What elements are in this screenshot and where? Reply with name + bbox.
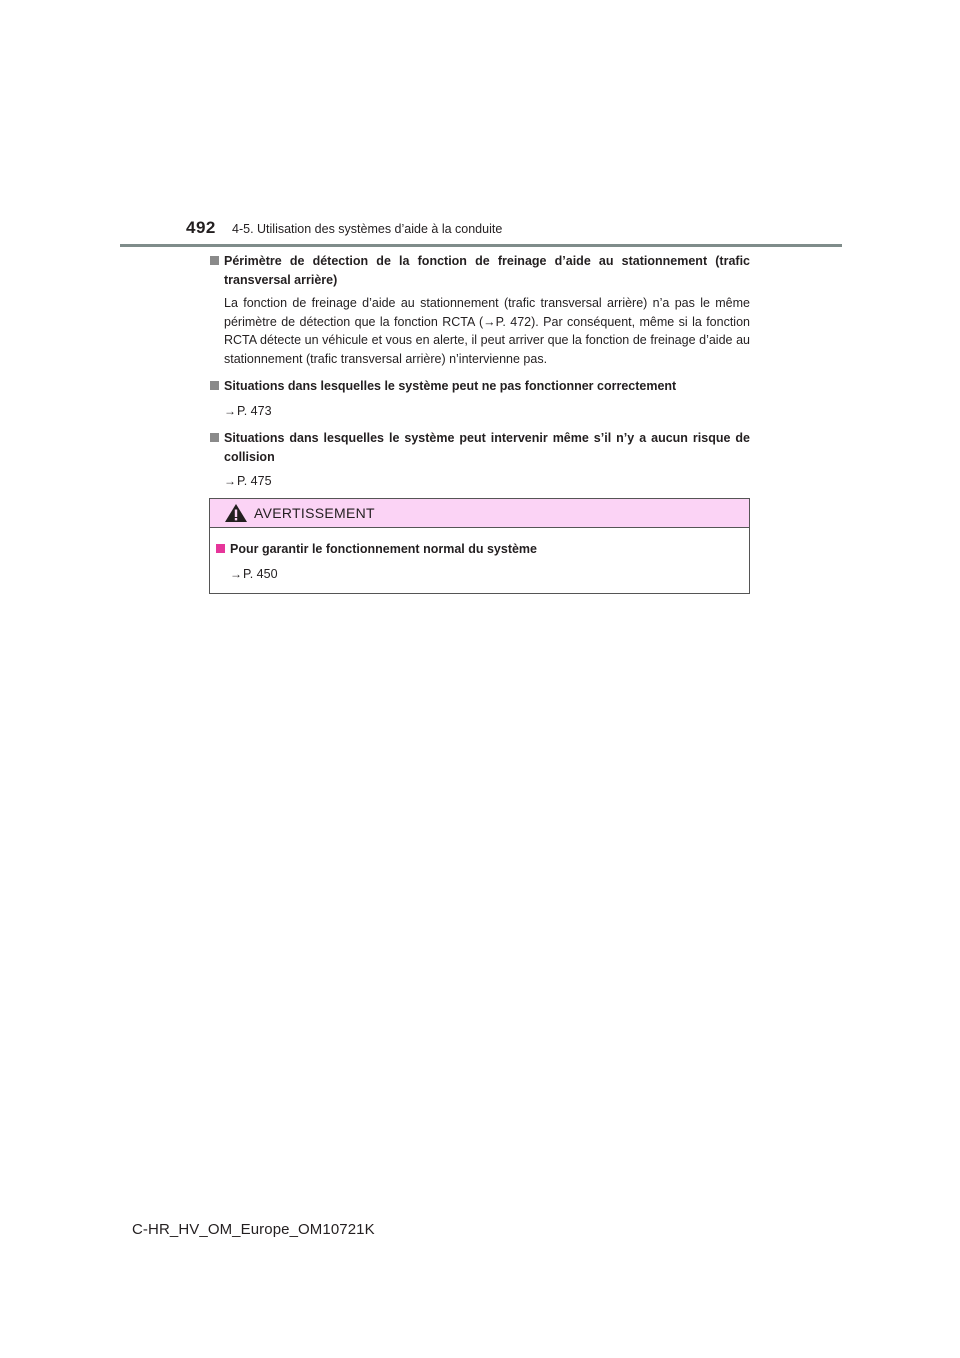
item-heading: Situations dans lesquelles le système peut ne pas fonctionner correctement bbox=[224, 379, 677, 393]
page-reference-link[interactable]: P. 475 bbox=[237, 474, 272, 488]
item-detection-range bbox=[210, 252, 750, 368]
page-reference-link[interactable]: P. 473 bbox=[237, 403, 272, 418]
section-title: 4-5. Utilisation des systèmes d’aide à la conduite bbox=[232, 222, 503, 236]
warning-box bbox=[209, 498, 750, 594]
page-number: 492 bbox=[186, 218, 216, 237]
page-reference bbox=[230, 565, 743, 584]
page-reference-link[interactable]: P. 450 bbox=[243, 566, 278, 581]
page-reference bbox=[224, 472, 750, 491]
warning-heading: Pour garantir le fonctionnement normal du système bbox=[230, 542, 538, 556]
document-code: C-HR_HV_OM_Europe_OM10721K bbox=[132, 1221, 375, 1238]
item-body: La fonction de freinage d’aide au stationnement (trafic transversal arrière) n’a pas le même périmètre de détection que la fonction RCTA (→P. 472). Par conséquent, même si la fonction RCTA détecte un véhicule et vous en alerte, il peut arriver que la fonction de freinage d’aide au stationnement (trafic transversal arrière) n’intervienne pas. bbox=[224, 296, 750, 366]
item-malfunction-situations bbox=[210, 377, 750, 420]
square-bullet-icon bbox=[210, 381, 224, 390]
item-unwanted-activation bbox=[210, 429, 750, 491]
square-bullet-icon bbox=[210, 256, 224, 265]
header-rule bbox=[120, 244, 842, 247]
warning-header bbox=[210, 499, 749, 528]
main-content bbox=[210, 252, 750, 500]
item-heading: Situations dans lesquelles le système peut intervenir même s’il n’y a aucun risque de collision bbox=[224, 431, 750, 464]
page-reference bbox=[224, 402, 750, 421]
warning-body bbox=[210, 528, 749, 583]
warning-triangle-icon bbox=[224, 503, 248, 523]
square-bullet-icon bbox=[210, 433, 224, 442]
item-heading: Périmètre de détection de la fonction de freinage d’aide au stationnement (trafic transversal arrière) bbox=[224, 254, 750, 287]
arrow-right-icon: → bbox=[230, 566, 242, 581]
warning-title: AVERTISSEMENT bbox=[254, 505, 375, 521]
square-bullet-icon bbox=[216, 544, 230, 553]
arrow-right-icon: → bbox=[224, 474, 236, 488]
arrow-right-icon: → bbox=[224, 403, 236, 418]
